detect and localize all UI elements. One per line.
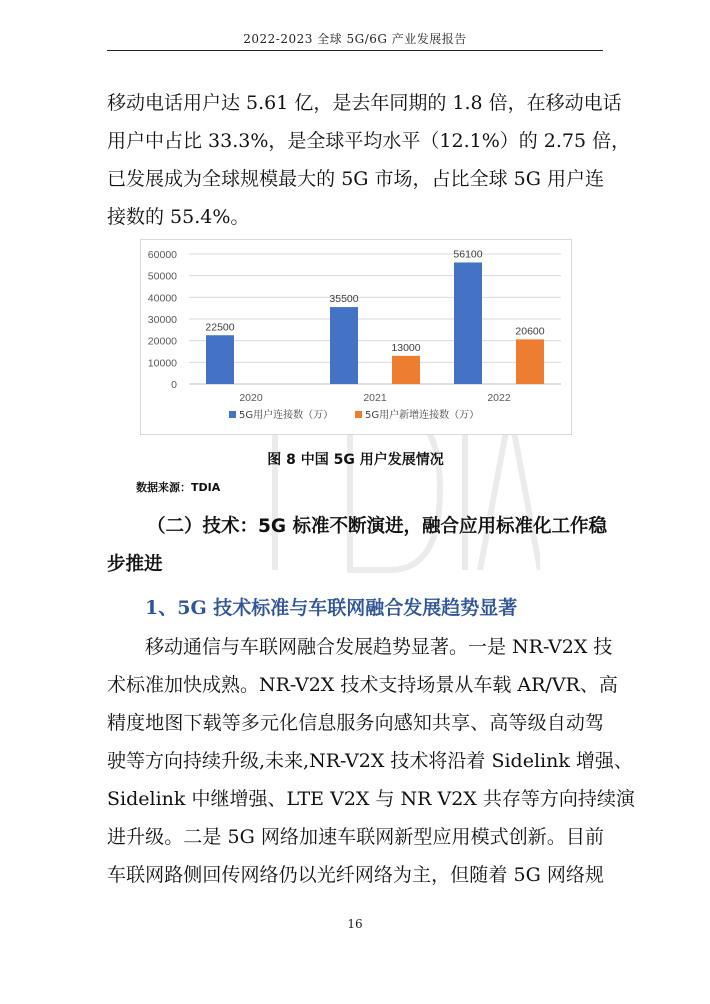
bar xyxy=(516,339,544,384)
data-label: 20600 xyxy=(515,325,545,338)
y-tick-label: 40000 xyxy=(147,292,177,305)
paragraph-line: 精度地图下载等多元化信息服务向感知共享、高等级自动驾 xyxy=(107,712,604,734)
paragraph-line: 车联网路侧回传网络仍以光纤网络为主，但随着 5G 网络规 xyxy=(107,864,604,886)
figure-caption: 图 8 中国 5G 用户发展情况 xyxy=(267,452,444,468)
bar xyxy=(206,335,234,384)
paragraph-line: 已发展成为全球规模最大的 5G 市场，占比全球 5G 用户连 xyxy=(107,168,604,190)
bar-chart-svg xyxy=(141,240,571,434)
bar xyxy=(454,262,482,384)
legend-label: 5G用户连接数（万） xyxy=(239,410,334,421)
header-rule xyxy=(107,50,603,51)
paragraph-1 xyxy=(107,84,631,236)
bar xyxy=(392,356,420,384)
subheading: 1、5G 技术标准与车联网融合发展趋势显著 xyxy=(145,597,518,619)
y-tick-label: 30000 xyxy=(147,314,177,326)
x-tick-label: 2021 xyxy=(363,392,387,404)
section-heading-line: （二）技术：5G 标准不断演进，融合应用标准化工作稳 xyxy=(147,516,607,537)
y-tick-label: 50000 xyxy=(147,270,177,283)
paragraph-line: 移动电话用户达 5.61 亿，是去年同期的 1.8 倍，在移动电话 xyxy=(107,92,622,114)
legend-swatch xyxy=(229,411,236,418)
section-heading-line: 步推进 xyxy=(107,554,163,575)
paragraph-line: 用户中占比 33.3%，是全球平均水平（12.1%）的 2.75 倍， xyxy=(107,130,631,152)
section-heading xyxy=(107,508,607,584)
paragraph-line: 进升级。二是 5G 网络加速车联网新型应用模式创新。目前 xyxy=(107,826,604,848)
data-label: 22500 xyxy=(205,321,235,334)
paragraph-line: 驶等方向持续升级,未来,NR-V2X 技术将沿着 Sidelink 增强、 xyxy=(107,750,633,772)
bar xyxy=(330,307,358,384)
page-number: 16 xyxy=(347,917,363,931)
x-tick-label: 2022 xyxy=(487,392,511,404)
y-tick-label: 20000 xyxy=(147,335,177,348)
data-label: 56100 xyxy=(453,248,483,261)
paragraph-2 xyxy=(107,628,635,894)
paragraph-line: 移动通信与车联网融合发展趋势显著。一是 NR-V2X 技 xyxy=(145,636,613,658)
y-tick-label: 0 xyxy=(171,379,177,391)
legend-label: 5G用户新增连接数（万） xyxy=(365,410,480,421)
paragraph-line: 术标准加快成熟。NR-V2X 技术支持场景从车载 AR/VR、高 xyxy=(107,674,618,696)
user-growth-chart xyxy=(140,239,572,435)
x-tick-label: 2020 xyxy=(239,392,263,404)
data-label: 13000 xyxy=(391,341,421,354)
legend-swatch xyxy=(355,411,362,418)
data-label: 35500 xyxy=(329,293,359,306)
paragraph-line: 接数的 55.4%。 xyxy=(107,206,250,228)
paragraph-line: Sidelink 中继增强、LTE V2X 与 NR V2X 共存等方向持续演 xyxy=(107,788,635,810)
y-tick-label: 60000 xyxy=(147,249,177,261)
y-tick-label: 10000 xyxy=(147,357,177,370)
data-source: 数据来源：TDIA xyxy=(136,481,221,494)
page-header: 2022-2023 全球 5G/6G 产业发展报告 xyxy=(243,32,467,46)
